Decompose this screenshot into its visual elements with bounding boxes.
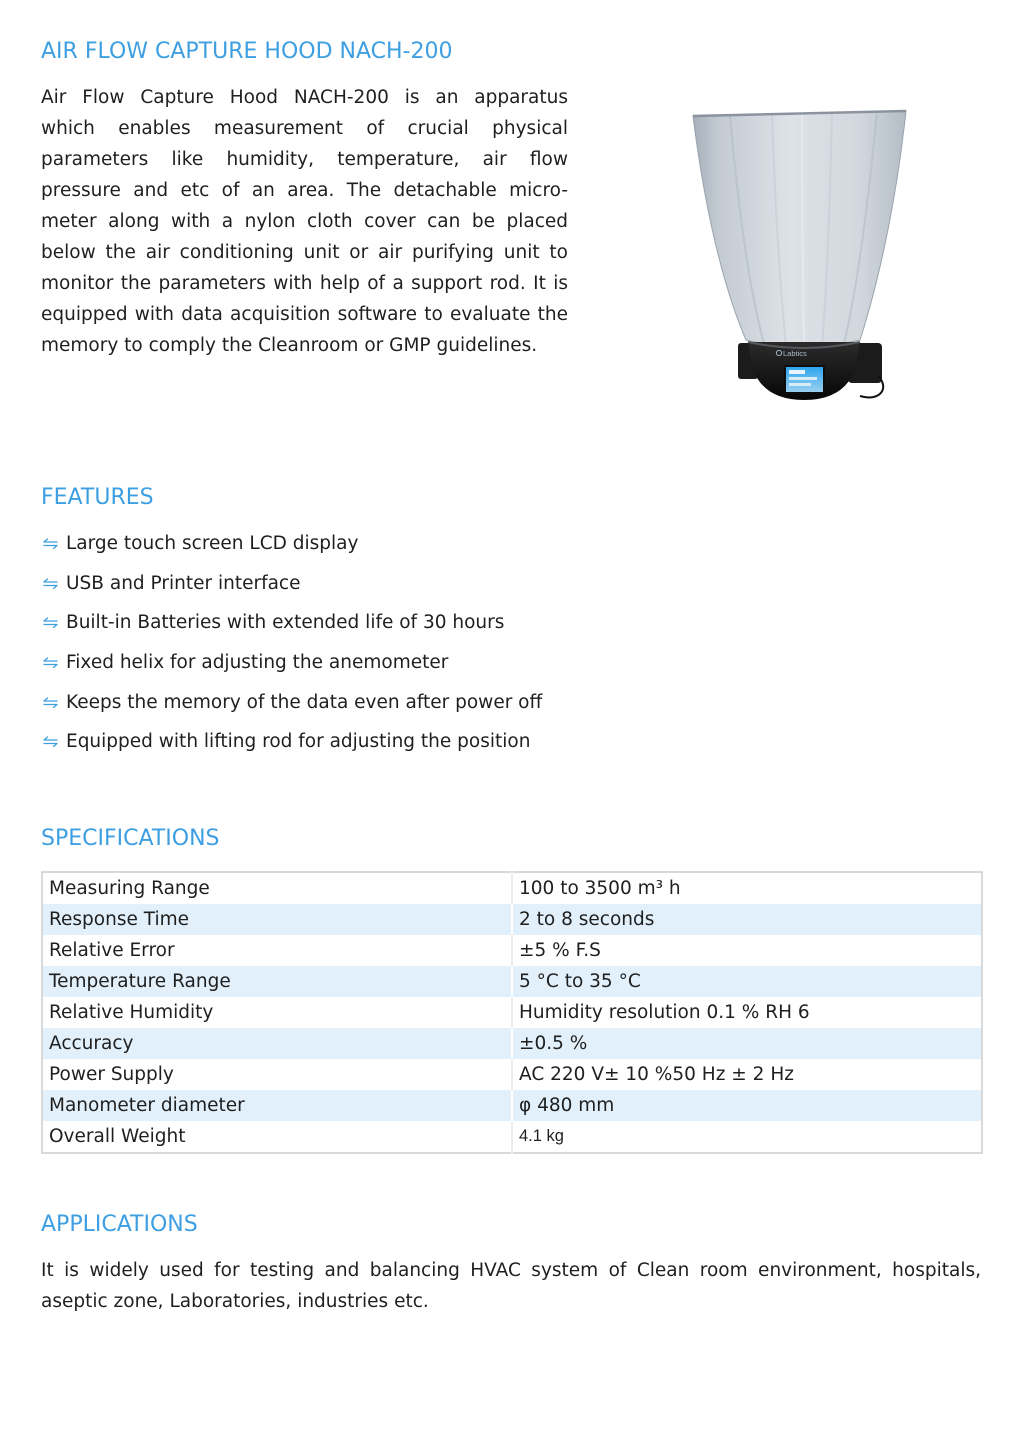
svg-text:Labtics: Labtics bbox=[783, 349, 807, 358]
spec-label: Overall Weight bbox=[42, 1121, 512, 1153]
intro-line: pressure and etc of an area. The detachable micro- bbox=[41, 180, 568, 201]
feature-text: Large touch screen LCD display bbox=[66, 533, 359, 555]
spec-label: Temperature Range bbox=[42, 966, 512, 997]
base-unit bbox=[738, 342, 883, 400]
spec-label: Accuracy bbox=[42, 1028, 512, 1059]
intro-line: equipped with data acquisition software to evaluate the bbox=[41, 304, 568, 325]
feature-text: Fixed helix for adjusting the anemometer bbox=[66, 652, 449, 674]
intro-line: Air Flow Capture Hood NACH-200 is an apparatus bbox=[41, 87, 568, 108]
feature-item bbox=[41, 603, 542, 643]
spec-row bbox=[42, 872, 982, 904]
spec-row bbox=[42, 935, 982, 966]
spec-value: ±5 % F.S bbox=[512, 935, 982, 966]
intro-line: which enables measurement of crucial physical bbox=[41, 118, 568, 139]
features-heading: FEATURES bbox=[41, 485, 154, 510]
capture-hood-fabric bbox=[693, 111, 906, 348]
spec-label: Relative Humidity bbox=[42, 997, 512, 1028]
spec-label: Manometer diameter bbox=[42, 1090, 512, 1121]
intro-line: parameters like humidity, temperature, air flow bbox=[41, 149, 568, 170]
feature-item bbox=[41, 564, 542, 604]
specs-table bbox=[41, 871, 983, 1154]
intro-line: monitor the parameters with help of a support rod. It is bbox=[41, 273, 568, 294]
spec-row bbox=[42, 1090, 982, 1121]
applications-heading: APPLICATIONS bbox=[41, 1212, 198, 1237]
feature-item bbox=[41, 722, 542, 762]
spec-row bbox=[42, 1121, 982, 1153]
spec-row bbox=[42, 997, 982, 1028]
spec-value: ±0.5 % bbox=[512, 1028, 982, 1059]
specifications-heading: SPECIFICATIONS bbox=[41, 826, 220, 851]
applications-line: aseptic zone, Laboratories, industries etc. bbox=[41, 1291, 429, 1312]
double-harpoon-icon bbox=[43, 697, 58, 708]
double-harpoon-icon bbox=[43, 538, 58, 549]
intro-line: meter along with a nylon cloth cover can be placed bbox=[41, 211, 568, 232]
double-harpoon-icon bbox=[43, 578, 58, 589]
applications-line: It is widely used for testing and balancing HVAC system of Clean room environment, hospitals, bbox=[41, 1260, 981, 1281]
feature-text: Keeps the memory of the data even after power off bbox=[66, 691, 543, 713]
spec-value: 2 to 8 seconds bbox=[512, 904, 982, 935]
intro-paragraph bbox=[41, 82, 568, 361]
spec-value: 4.1 kg bbox=[512, 1121, 982, 1153]
spec-value: φ 480 mm bbox=[512, 1090, 982, 1121]
spec-label: Power Supply bbox=[42, 1059, 512, 1090]
spec-value: Humidity resolution 0.1 % RH 6 bbox=[512, 997, 982, 1028]
spec-row bbox=[42, 966, 982, 997]
spec-label: Measuring Range bbox=[42, 872, 512, 904]
spec-row bbox=[42, 1059, 982, 1090]
product-image bbox=[682, 104, 922, 404]
spec-value: 100 to 3500 m³ h bbox=[512, 872, 982, 904]
intro-line: memory to comply the Cleanroom or GMP guidelines. bbox=[41, 335, 538, 356]
intro-line: below the air conditioning unit or air purifying unit to bbox=[41, 242, 568, 263]
spec-row bbox=[42, 904, 982, 935]
double-harpoon-icon bbox=[43, 736, 58, 747]
spec-row bbox=[42, 1028, 982, 1059]
spec-value: 5 °C to 35 °C bbox=[512, 966, 982, 997]
feature-list bbox=[41, 524, 542, 762]
spec-value: AC 220 V± 10 %50 Hz ± 2 Hz bbox=[512, 1059, 982, 1090]
double-harpoon-icon bbox=[43, 657, 58, 668]
feature-text: USB and Printer interface bbox=[66, 572, 301, 594]
double-harpoon-icon bbox=[43, 617, 58, 628]
feature-item bbox=[41, 682, 542, 722]
page-title: AIR FLOW CAPTURE HOOD NACH-200 bbox=[41, 39, 453, 64]
feature-item bbox=[41, 524, 542, 564]
spec-label: Relative Error bbox=[42, 935, 512, 966]
spec-label: Response Time bbox=[42, 904, 512, 935]
feature-text: Equipped with lifting rod for adjusting the position bbox=[66, 731, 531, 753]
feature-item bbox=[41, 643, 542, 683]
lcd-screen bbox=[784, 365, 825, 394]
feature-text: Built-in Batteries with extended life of 30 hours bbox=[66, 612, 505, 634]
applications-text bbox=[41, 1255, 981, 1317]
